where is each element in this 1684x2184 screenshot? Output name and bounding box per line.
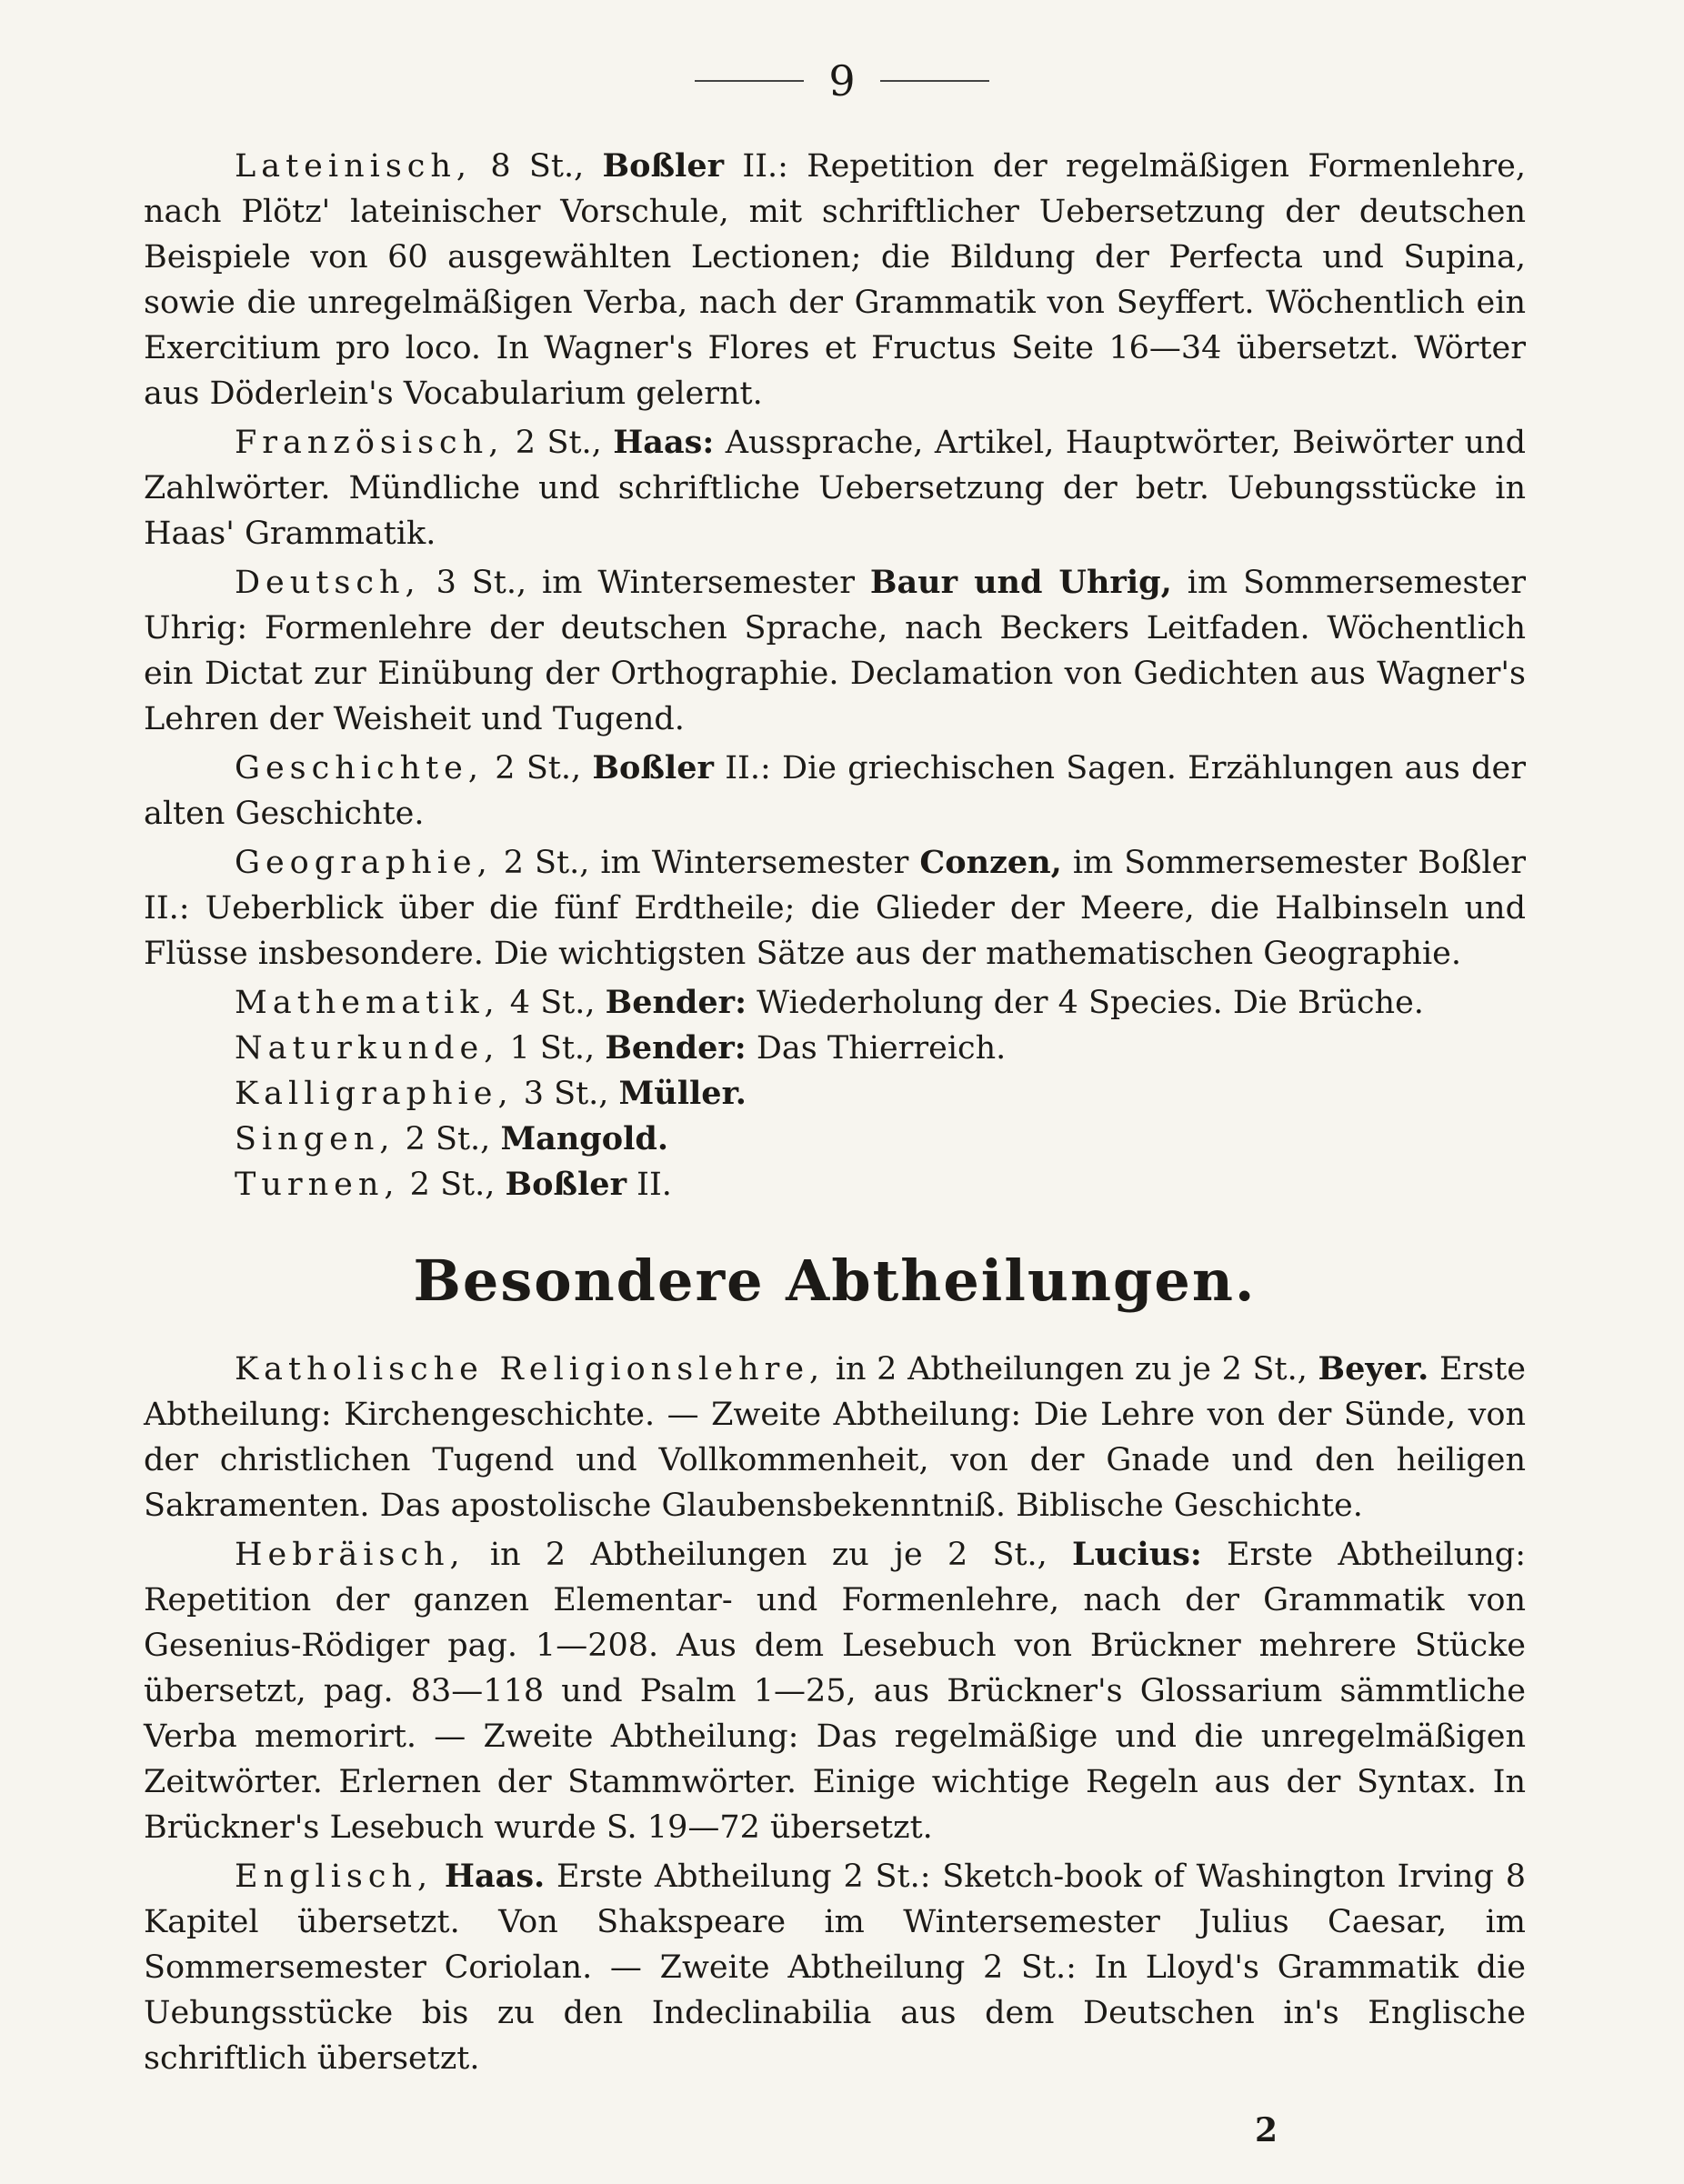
- section-title: Besondere Abtheilungen.: [413, 1247, 1257, 1314]
- teacher-name: Baur und Uhrig,: [869, 564, 1172, 601]
- paragraph-text: 3 St.,: [513, 1076, 619, 1112]
- paragraph-text: 2 St.,: [395, 1121, 501, 1157]
- paragraph-text: II.: [626, 1167, 672, 1203]
- paragraph-text: 2 St.,: [399, 1167, 506, 1203]
- line-gymnastics: [144, 1162, 1526, 1207]
- paragraph-text: Erste Abtheilung: Kirchengeschichte. — Zweite Abtheilung: Die Lehre von der Sünde, von der christlichen Tugend und Vollkommenheit, von der Gnade und den heiligen Sakramenten. Das apostolische Glaubensbekenntniß. Biblische Geschichte.: [144, 1351, 1527, 1524]
- subject-heading: Deutsch,: [235, 565, 421, 601]
- paragraph-catholic-religion: [144, 1347, 1526, 1528]
- subject-heading: Geschichte,: [235, 750, 485, 786]
- paragraph-text: Erste Abtheilung 2 St.: Sketch-book of Washington Irving 8 Kapitel übersetzt. Von Shakspeare im Wintersemester Julius Caesar, im Sommersemester Coriolan. — Zweite Abtheilung 2 St.: In Lloyd's Grammatik die Uebungsstücke bis zu den Indeclinabilia aus dem Deutschen in's Englische schriftlich übersetzt.: [144, 1858, 1526, 2077]
- teacher-name: Müller.: [618, 1075, 747, 1112]
- paragraph-geography: [144, 840, 1526, 977]
- subject-heading: Mathematik,: [235, 985, 500, 1021]
- subject-heading: Singen,: [235, 1121, 396, 1157]
- header-rule-right: [880, 80, 989, 82]
- paragraph-english: [144, 1854, 1526, 2081]
- paragraph-text: 2 St., im Wintersemester: [492, 845, 920, 881]
- paragraph-text: 4 St.,: [499, 985, 606, 1021]
- paragraph-text: im Sommersemester Boßler II.: Ueberblick über die fünf Erdtheile; die Glieder der Meere, die Halbinseln und Flüsse insbesondere. Die wichtigsten Sätze aus der mathematischen Geographie.: [144, 845, 1526, 972]
- paragraph-text: 3 St., im Wintersemester: [420, 565, 870, 601]
- page-header: [0, 56, 1684, 105]
- page-number: 9: [828, 56, 856, 105]
- teacher-name: Boßler: [505, 1166, 627, 1203]
- paragraph-text: Aussprache, Artikel, Hauptwörter, Beiwörter und Zahlwörter. Mündliche und schriftliche Uebersetzung der betr. Uebungsstücke in Haas' Grammatik.: [144, 425, 1527, 552]
- paragraph-text: II.: Repetition der regelmäßigen Formenlehre, nach Plötz' lateinischer Vorschule, mit schriftlicher Uebersetzung der deutschen Beispiele von 60 ausgewählten Lectionen; die Bildung der Perfecta und Supina, sowie die unregelmäßigen Verba, nach der Grammatik von Seyffert. Wöchentlich ein Exercitium pro loco. In Wagner's Flores et Fructus Seite 16—34 übersetzt. Wörter aus Döderlein's Vocabularium gelernt.: [144, 148, 1526, 412]
- paragraph-french: [144, 420, 1526, 556]
- teacher-name: Lucius:: [1072, 1536, 1202, 1573]
- paragraph-text: Erste Abtheilung: Repetition der ganzen Elementar- und Formenlehre, nach der Grammatik von Gesenius-Rödiger pag. 1—208. Aus dem Lesebuch von Brückner mehrere Stücke übersetzt, pag. 83—118 und Psalm 1—25, aus Brückner's Glossarium sämmtliche Verba memorirt. — Zweite Abtheilung: Das regelmäßige und die unregelmäßigen Zeitwörter. Erlernen der Stammwörter. Einige wichtige Regeln aus der Syntax. In Brückner's Lesebuch wurde S. 19—72 übersetzt.: [144, 1537, 1526, 1846]
- subject-heading: Geographie,: [235, 845, 493, 881]
- line-calligraphy: [144, 1071, 1526, 1117]
- paragraph-text: in 2 Abtheilungen zu je 2 St.,: [465, 1537, 1073, 1573]
- paragraph-text: 8 St.,: [472, 148, 603, 185]
- line-natural-science: [144, 1026, 1526, 1071]
- paragraph-history: [144, 746, 1526, 837]
- teacher-name: Haas.: [444, 1858, 546, 1895]
- teacher-name: Boßler: [602, 147, 725, 185]
- subject-heading: Englisch,: [235, 1858, 434, 1895]
- line-singing: [144, 1117, 1526, 1162]
- teacher-name: Bender:: [605, 1029, 747, 1067]
- paragraph-text: II.: Die griechischen Sagen. Erzählungen aus der alten Geschichte.: [144, 750, 1526, 832]
- paragraph-text: 2 St.,: [484, 750, 593, 786]
- paragraph-text: [433, 1858, 445, 1895]
- subject-heading: Naturkunde,: [235, 1030, 500, 1067]
- paragraph-text: 1 St.,: [499, 1030, 606, 1067]
- teacher-name: Bender:: [605, 984, 747, 1021]
- paragraph-text: in 2 Abtheilungen zu je 2 St.,: [825, 1351, 1318, 1388]
- paragraph-text: 2 St.,: [504, 425, 614, 461]
- subject-heading: Kalligraphie,: [235, 1076, 514, 1112]
- paragraph-text: im Sommersemester Uhrig: Formenlehre der deutschen Sprache, nach Beckers Leitfaden. Wöchentlich ein Dictat zur Einübung der Orthographie. Declamation von Gedichten aus Wagner's Lehren der Weisheit und Tugend.: [144, 565, 1526, 737]
- paragraph-latin: [144, 144, 1526, 416]
- teacher-name: Haas:: [613, 424, 715, 461]
- teacher-name: Boßler: [592, 749, 714, 786]
- subject-heading: Katholische Religionslehre,: [235, 1351, 826, 1388]
- teacher-name: Conzen,: [919, 844, 1062, 881]
- subject-heading: Lateinisch,: [235, 148, 473, 185]
- paragraph-text: Das Thierreich.: [746, 1030, 1007, 1067]
- paragraph-hebrew: [144, 1532, 1526, 1850]
- subject-heading: Turnen,: [235, 1167, 400, 1203]
- header-rule-left: [695, 80, 804, 82]
- teacher-name: Mangold.: [500, 1120, 669, 1157]
- paragraph-german: [144, 560, 1526, 742]
- signature-mark: 2: [1255, 2111, 1278, 2149]
- paragraph-text: Wiederholung der 4 Species. Die Brüche.: [747, 985, 1424, 1021]
- page-body: [144, 144, 1526, 2085]
- subject-heading: Französisch,: [235, 425, 505, 461]
- teacher-name: Beyer.: [1318, 1350, 1429, 1388]
- line-mathematics: [144, 980, 1526, 1026]
- subject-heading: Hebräisch,: [235, 1537, 466, 1573]
